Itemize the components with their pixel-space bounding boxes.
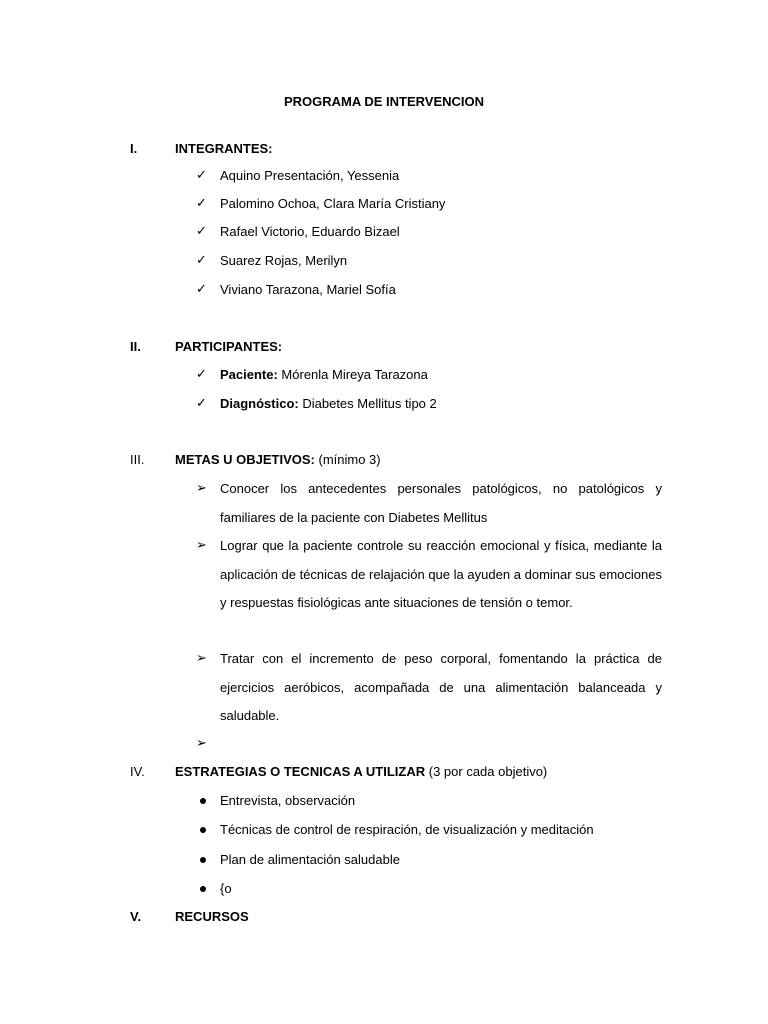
section-recursos [130, 907, 670, 927]
integrante-name: Palomino Ochoa, Clara María Cristiany [220, 196, 446, 211]
objetivo-item [196, 536, 662, 618]
section-number: IV. [130, 764, 145, 779]
section-integrantes [130, 139, 670, 159]
integrante-name: Viviano Tarazona, Mariel Sofía [220, 282, 396, 297]
objetivo-text: Conocer los antecedentes personales patológicos, no patológicos y familiares de la paciente con Diabetes Mellitus [220, 481, 662, 525]
checkmark-icon: ✓ [196, 196, 207, 211]
arrow-bullet-icon: ➢ [196, 651, 207, 666]
estrategia-text: Entrevista, observación [220, 793, 356, 808]
integrante-name: Rafael Victorio, Eduardo Bizael [220, 224, 400, 239]
section-heading-line [175, 450, 381, 470]
checkmark-icon: ✓ [196, 168, 207, 183]
section-objetivos [130, 450, 670, 470]
section-number: III. [130, 452, 145, 467]
section-number: II. [130, 339, 141, 354]
integrante-name: Suarez Rojas, Merilyn [220, 253, 348, 268]
section-heading-line [175, 762, 547, 782]
arrow-bullet-icon: ➢ [196, 736, 207, 751]
checkmark-icon: ✓ [196, 367, 207, 382]
section-note: (mínimo 3) [314, 452, 381, 467]
bullet-dot-icon [200, 886, 206, 892]
checkmark-icon: ✓ [196, 253, 207, 268]
section-heading: METAS U OBJETIVOS: [175, 452, 315, 467]
checkmark-icon: ✓ [196, 224, 207, 239]
section-note: (3 por cada objetivo) [425, 764, 548, 779]
bullet-dot-icon [200, 857, 206, 863]
estrategia-text: Técnicas de control de respiración, de visualización y meditación [220, 822, 594, 837]
arrow-bullet-icon: ➢ [196, 481, 207, 496]
section-number: I. [130, 141, 138, 156]
objetivo-item [196, 479, 662, 532]
diagnostico-line [220, 394, 437, 414]
document-title: PROGRAMA DE INTERVENCION [283, 94, 485, 109]
diagnostico-label: Diagnóstico: [220, 396, 299, 411]
section-heading: ESTRATEGIAS O TECNICAS A UTILIZAR [175, 764, 426, 779]
diagnostico-value: Diabetes Mellitus tipo 2 [298, 396, 437, 411]
paciente-label: Paciente: [220, 367, 278, 382]
section-heading: RECURSOS [175, 909, 249, 924]
section-heading: INTEGRANTES: [175, 141, 273, 156]
estrategia-text: {o [220, 881, 232, 896]
integrante-name: Aquino Presentación, Yessenia [220, 168, 400, 183]
section-participantes [130, 337, 670, 357]
section-heading: PARTICIPANTES: [175, 339, 283, 354]
objetivo-item [196, 649, 662, 731]
paciente-line [220, 365, 428, 385]
objetivo-text: Lograr que la paciente controle su reacción emocional y física, mediante la aplicación de técnicas de relajación que la ayuden a dominar sus emociones y respuestas fisiológicas ante situaciones de tensión o temor. [220, 538, 662, 610]
objetivo-text: Tratar con el incremento de peso corporal, fomentando la práctica de ejercicios aeróbicos, acompañada de una alimentación balanceada y saludable. [220, 651, 662, 723]
checkmark-icon: ✓ [196, 282, 207, 297]
arrow-bullet-icon: ➢ [196, 538, 207, 553]
bullet-dot-icon [200, 827, 206, 833]
estrategia-text: Plan de alimentación saludable [220, 852, 400, 867]
checkmark-icon: ✓ [196, 396, 207, 411]
bullet-dot-icon [200, 798, 206, 804]
paciente-value: Mórenla Mireya Tarazona [277, 367, 428, 382]
section-estrategias [130, 762, 670, 782]
section-number: V. [130, 909, 142, 924]
